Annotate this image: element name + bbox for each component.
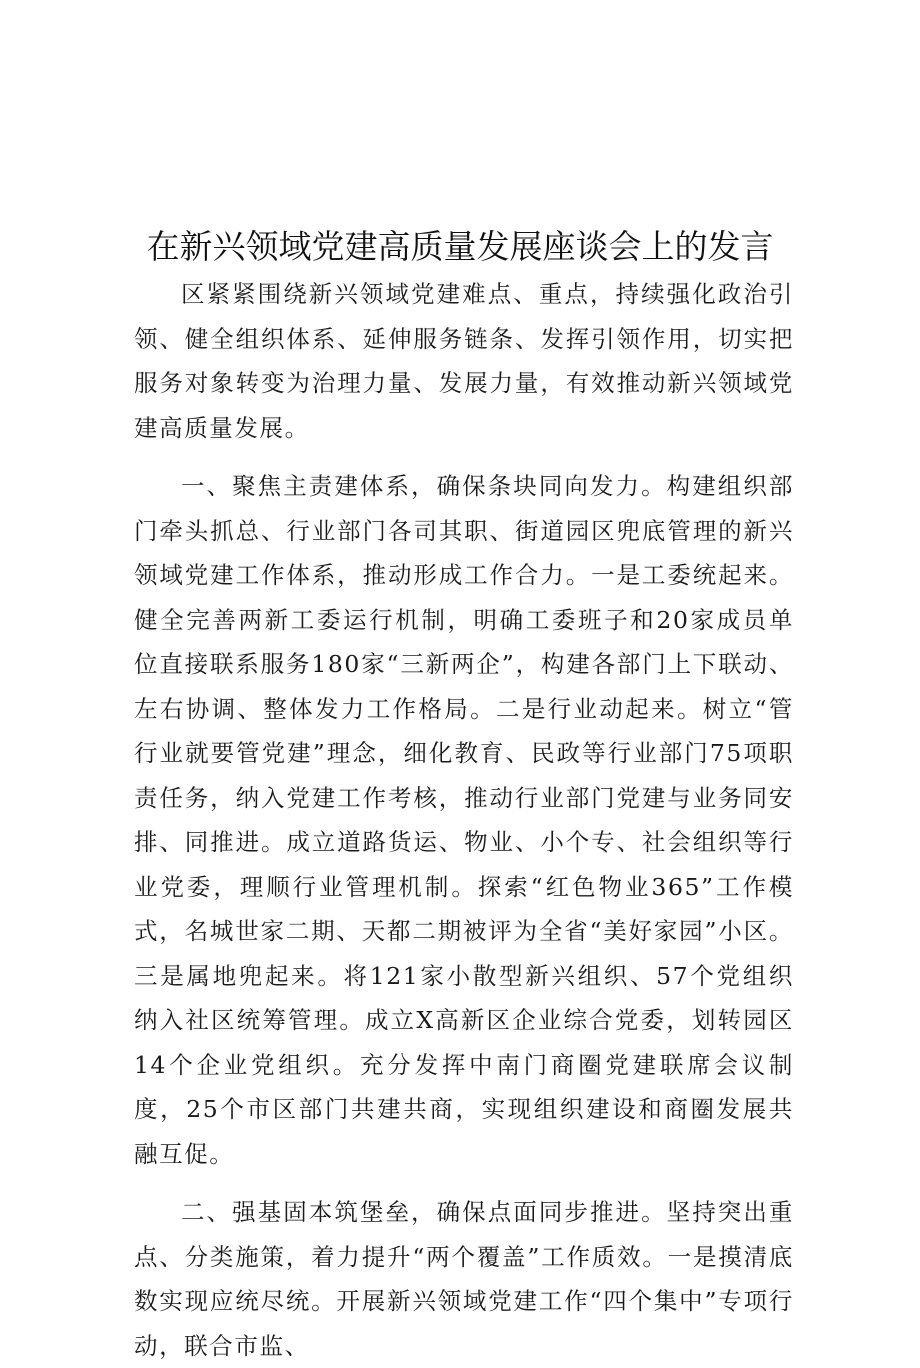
- paragraph-intro: 区紧紧围绕新兴领域党建难点、重点，持续强化政治引领、健全组织体系、延伸服务链条、发挥引领作用，切实把服务对象转变为治理力量、发展力量，有效推动新兴领域党建高质量发展。: [134, 280, 794, 442]
- paragraph-section-one: 一、聚焦主责建体系，确保条块同向发力。构建组织部门牵头抓总、行业部门各司其职、街道园区兜底管理的新兴领域党建工作体系，推动形成工作合力。一是工委统起来。健全完善两新工委运行机制，明确工委班子和20家成员单位直接联系服务180家“三新两企”，构建各部门上下联动、左右协调、整体发力工作格局。二是行业动起来。树立“管行业就要管党建”理念，细化教育、民政等行业部门75项职责任务，纳入党建工作考核，推动行业部门党建与业务同安排、同推进。成立道路货运、物业、小个专、社会组织等行业党委，理顺行业管理机制。探索“红色物业365”工作模式，名城世家二期、天都二期被评为全省“美好家园”小区。三是属地兜起来。将121家小散型新兴组织、57个党组织纳入社区统筹管理。成立X高新区企业综合党委，划转园区14个企业党组织。充分发挥中南门商圈党建联席会议制度，25个市区部门共建共商，实现组织建设和商圈发展共融互促。: [134, 472, 794, 1168]
- document-title: 在新兴领域党建高质量发展座谈会上的发言: [146, 227, 774, 266]
- paragraph-section-two: 二、强基固本筑堡垒，确保点面同步推进。坚持突出重点、分类施策，着力提升“两个覆盖”工作质效。一是摸清底数实现应统尽统。开展新兴领域党建工作“四个集中”专项行动，联合市监、: [134, 1198, 794, 1360]
- document-body: [134, 272, 794, 1368]
